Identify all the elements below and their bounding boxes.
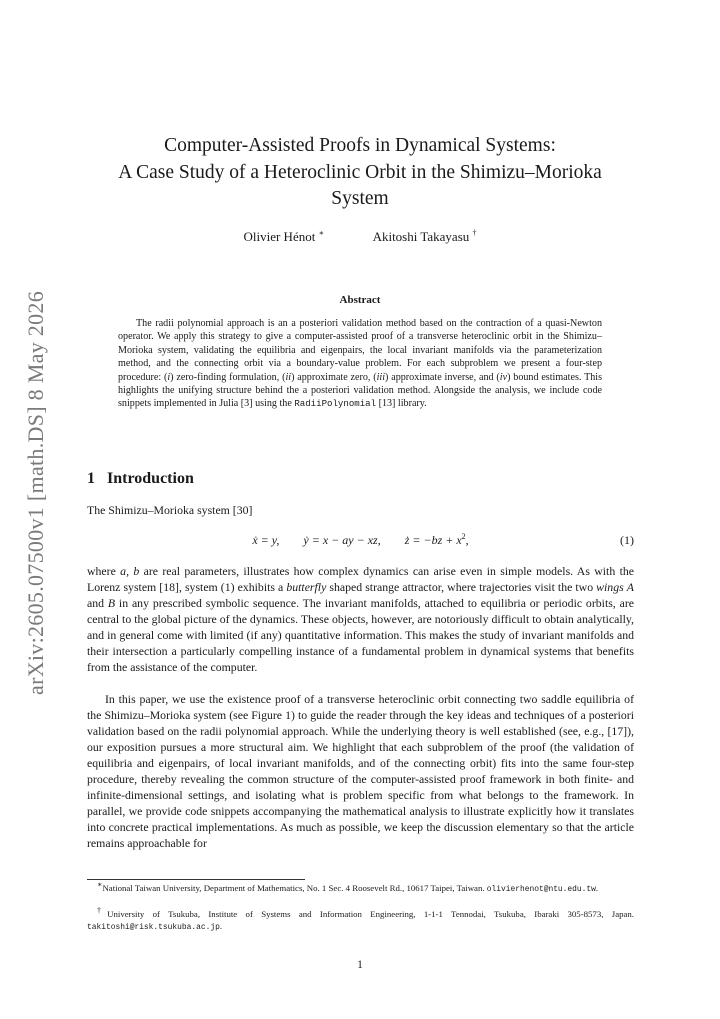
paper-title (80, 133, 640, 213)
author-1-mark: ∗ (318, 228, 325, 238)
author-1 (243, 229, 324, 244)
section-heading (87, 470, 194, 488)
p1-text-5: and (87, 595, 108, 610)
equation-1 (87, 533, 634, 551)
footnote-2-end: . (219, 921, 223, 931)
abstract-text-3: ) approximate zero, ( (291, 371, 377, 383)
abstract-text-2: ) zero-finding formulation, ( (170, 371, 286, 383)
p1-text-3: shaped strange attractor, where trajectories visit the two (326, 579, 597, 594)
paragraph-2: In this paper, we use the existence proof of a transverse heteroclinic orbit connecting two saddle equilibria of the Shimizu–Morioka system (see Figure 1) to guide the reader through the key ideas and techniques of a posteriori validation based on the radii polynomial approach. While the underlying theory is well established (see, e.g., [17]), our exposition pursues a more structural aim. We highlight that each subproblem of the proof (the validation of equilibria and eigenpairs, of local invariant manifolds, and of the connecting orbit) fits into the same four-step procedure, thereby revealing the common structure of the computer-assisted proof framework in both finite- and infinite-dimensional settings, and isolating what is problem specific from what belongs to the framework. In parallel, we provide code snippets accompanying the mathematical analysis to illustrate explicitly how it translates into concrete practical implementations. As much as possible, we keep the discussion elementary so that the article remains approachable for (87, 692, 634, 850)
equation-tag: (1) (620, 533, 634, 547)
abstract-roman-4: iv (499, 371, 508, 383)
author-list (80, 229, 640, 245)
p1-text-6: in any prescribed symbolic sequence. The invariant manifolds, attached to equilibria or periodic orbits, are central to the global picture of the dynamics. These objects, however, are notoriously difficult to obtain analytically, and in general come with limited (if any) quantitative information. This makes the study of invariant manifolds and their intersection a particularly compelling instance of a fundamental problem in dynamical systems that benefits from the assistance of the computer. (87, 595, 634, 674)
arxiv-side-identifier (14, 286, 58, 700)
abstract-text-4: ) approximate inverse, and ( (385, 371, 500, 383)
abstract-text-1: The radii polynomial approach is an a posteriori validation method based on the contraction of a quasi-Newton operator. We apply this strategy to give a computer-assisted proof of a transverse heteroclinic orbit in the Shimizu–Morioka system, validating the equilibria and eigenpairs, the local invariant manifolds via the parameterization method, and the connecting orbit via a boundary-value problem. For each subproblem we present a four-step procedure: ( (118, 318, 602, 383)
footnote-2-mark: † (97, 906, 108, 916)
abstract-body (118, 317, 602, 411)
title-line-1: Computer-Assisted Proofs in Dynamical Systems: (164, 135, 556, 156)
author-2 (373, 229, 477, 244)
footnote-2 (87, 908, 634, 934)
p1-text-2: are real parameters, illustrates how complex dynamics can arise even in simple models. As with the Lorenz system [18], system (1) exhibits a (87, 564, 634, 594)
abstract-roman-3: iii (376, 371, 386, 383)
p1-emph-wings: wings (596, 579, 624, 594)
title-line-3: System (331, 188, 389, 209)
arxiv-id-text: arXiv:2605.07500v1 [math.DS] 8 May 2026 (23, 291, 48, 695)
abstract-text-5: ) bound estimates. This highlights the unifying structure behind the a posteriori validation method. Alongside the analysis, we include code snippets implemented in Julia [3] using the (118, 371, 603, 410)
section-number: 1 (87, 470, 95, 487)
footnote-1-mark: ∗ (97, 880, 103, 890)
abstract-heading: Abstract (339, 294, 381, 306)
equation-term-1: ẋ = y, (252, 533, 280, 547)
p1-emph-butterfly: butterfly (286, 579, 327, 594)
abstract-roman-1: i (167, 371, 171, 383)
footnote-1 (87, 882, 634, 896)
author-2-mark: † (472, 228, 477, 238)
equation-term-3-base: ż = −bz + x (404, 533, 462, 547)
abstract-text-6: [13] library. (376, 398, 427, 410)
p1-var-B: B (107, 595, 116, 610)
intro-sentence: The Shimizu–Morioka system [30] (87, 503, 253, 517)
p1-text-1: where (87, 564, 121, 578)
footnote-2-email[interactable]: takitoshi@risk.tsukuba.ac.jp (87, 923, 220, 932)
author-1-name: Olivier Hénot (243, 229, 316, 244)
footnote-1-email[interactable]: olivierhenot@ntu.edu.tw (486, 885, 596, 894)
equation-term-3-exponent: 2 (461, 532, 466, 541)
equation-term-3 (405, 533, 469, 547)
page-number: 1 (357, 959, 363, 971)
equation-term-2: ẏ = x − ay − xz, (303, 533, 381, 547)
footnote-2-text: University of Tsukuba, Institute of Systems and Information Engineering, 1-1-1 Tennodai, Tsukuba, Ibaraki 305-8573, Japan. (107, 909, 635, 919)
footnote-1-end: . (595, 883, 599, 893)
p1-var-ab: a, b (120, 564, 140, 578)
equation-term-3-end: , (465, 533, 469, 547)
author-2-name: Akitoshi Takayasu (372, 229, 470, 244)
abstract-roman-2: ii (285, 371, 292, 383)
footnote-1-text: National Taiwan University, Department of Mathematics, No. 1 Sec. 4 Roosevelt Rd., 10617 Taipei, Taiwan. (102, 883, 487, 893)
paragraph-1 (87, 564, 634, 676)
footnote-rule (87, 879, 305, 880)
abstract-code-library: RadiiPolynomial (294, 398, 377, 410)
equation-terms (87, 533, 634, 548)
p1-var-A: A (626, 579, 634, 594)
section-title: Introduction (107, 470, 194, 487)
title-line-2: A Case Study of a Heteroclinic Orbit in the Shimizu–Morioka (118, 161, 602, 183)
